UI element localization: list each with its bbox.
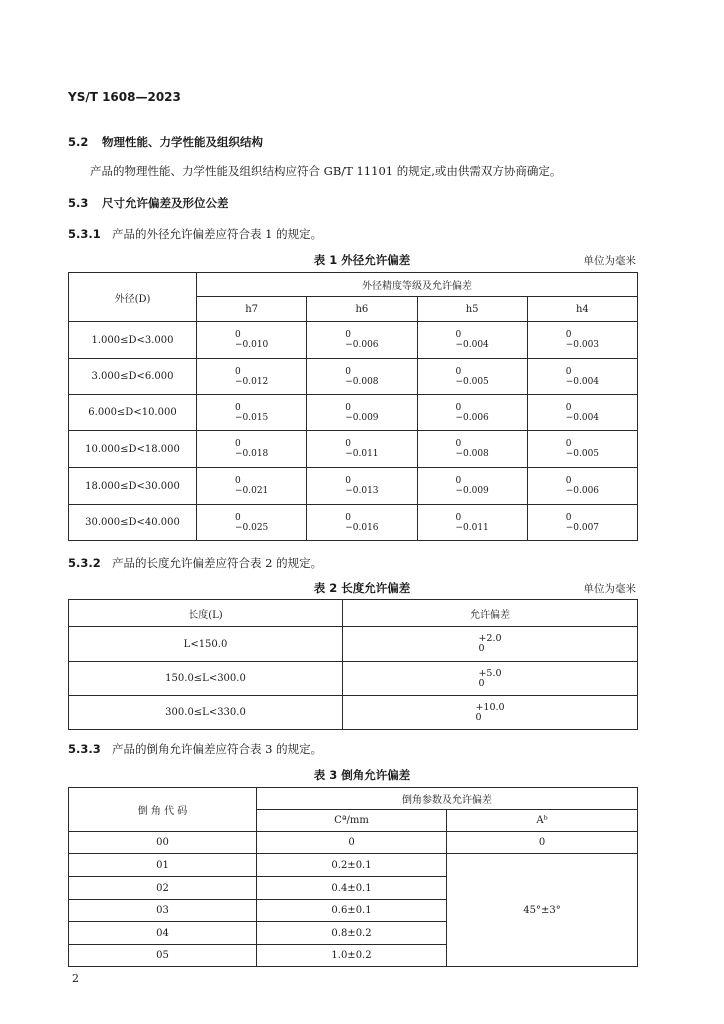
tol-cell: 0 −0.011 bbox=[307, 431, 417, 468]
table3-sub-a: Aᵇ bbox=[447, 810, 638, 832]
tol-cell: 0 −0.004 bbox=[527, 359, 637, 395]
tol-cell: 0 −0.009 bbox=[307, 395, 417, 431]
tol-cell: +5.0 0 bbox=[343, 662, 638, 696]
section-text: 产品的长度允许偏差应符合表 2 的规定。 bbox=[112, 556, 323, 570]
tol-cell: 0 −0.011 bbox=[417, 505, 527, 541]
code-cell: 01 bbox=[69, 854, 257, 877]
section-text: 产品的外径允许偏差应符合表 1 的规定。 bbox=[112, 227, 323, 241]
section-5-3-heading bbox=[68, 195, 229, 211]
code-cell: 02 bbox=[69, 877, 257, 900]
table-row bbox=[69, 468, 638, 505]
range-cell: 300.0≤L<330.0 bbox=[69, 696, 343, 730]
c-cell: 0.4±0.1 bbox=[257, 877, 447, 900]
standard-number: YS/T 1608—2023 bbox=[68, 90, 181, 104]
a-merged-cell: 45°±3° bbox=[447, 854, 638, 967]
tol-cell: 0 −0.025 bbox=[197, 505, 307, 541]
range-cell: 3.000≤D<6.000 bbox=[69, 359, 197, 395]
table3-col-header: 倒 角 代 码 bbox=[69, 788, 257, 832]
tol-cell: +10.0 0 bbox=[343, 696, 638, 730]
tol-cell: 0 −0.005 bbox=[417, 359, 527, 395]
tol-cell: 0 −0.018 bbox=[197, 431, 307, 468]
tol-cell: 0 −0.003 bbox=[527, 322, 637, 359]
section-5-3-1 bbox=[68, 226, 322, 242]
page-number: 2 bbox=[72, 972, 79, 985]
table-row bbox=[69, 505, 638, 541]
tol-cell: 0 −0.005 bbox=[527, 431, 637, 468]
c-cell: 1.0±0.2 bbox=[257, 945, 447, 967]
tol-cell: 0 −0.004 bbox=[527, 395, 637, 431]
range-cell: L<150.0 bbox=[69, 627, 343, 662]
section-number: 5.2 bbox=[68, 135, 89, 149]
range-cell: 10.000≤D<18.000 bbox=[69, 431, 197, 468]
tol-cell: 0 −0.008 bbox=[417, 431, 527, 468]
range-cell: 1.000≤D<3.000 bbox=[69, 322, 197, 359]
c-cell: 0.8±0.2 bbox=[257, 922, 447, 945]
section-number: 5.3.3 bbox=[68, 742, 101, 756]
tol-cell: +2.0 0 bbox=[343, 627, 638, 662]
table1-caption: 表 1 外径允许偏差 bbox=[313, 253, 411, 267]
code-cell: 04 bbox=[69, 922, 257, 945]
section-title: 尺寸允许偏差及形位公差 bbox=[102, 196, 229, 210]
section-5-2-heading bbox=[68, 134, 263, 150]
table-row bbox=[69, 662, 638, 696]
code-cell: 05 bbox=[69, 945, 257, 967]
grade-h4: h4 bbox=[527, 297, 637, 322]
tol-cell: 0 −0.015 bbox=[197, 395, 307, 431]
section-5-3-3 bbox=[68, 741, 322, 757]
range-cell: 150.0≤L<300.0 bbox=[69, 662, 343, 696]
table3-sub-c: Cª/mm bbox=[257, 810, 447, 832]
table-row bbox=[69, 395, 638, 431]
grade-h7: h7 bbox=[197, 297, 307, 322]
table1-unit: 单位为毫米 bbox=[583, 255, 636, 267]
table2-unit: 单位为毫米 bbox=[583, 583, 636, 595]
section-number: 5.3.2 bbox=[68, 556, 101, 570]
table1-outer-diameter-tolerance bbox=[68, 272, 638, 541]
tol-cell: 0 −0.006 bbox=[417, 395, 527, 431]
tol-cell: 0 −0.009 bbox=[417, 468, 527, 505]
code-cell: 00 bbox=[69, 832, 257, 854]
c-cell: 0.6±0.1 bbox=[257, 900, 447, 922]
table1-group-header: 外径精度等级及允许偏差 bbox=[197, 273, 638, 297]
table3-caption: 表 3 倒角允许偏差 bbox=[313, 768, 411, 782]
tol-cell: 0 −0.008 bbox=[307, 359, 417, 395]
section-number: 5.3 bbox=[68, 196, 89, 210]
table3-chamfer-tolerance bbox=[68, 787, 638, 967]
table2-col-header-tolerance: 允许偏差 bbox=[343, 600, 638, 627]
table-row bbox=[69, 696, 638, 730]
section-number: 5.3.1 bbox=[68, 227, 101, 241]
table-row bbox=[69, 832, 638, 854]
table2-col-header-length: 长度(L) bbox=[69, 600, 343, 627]
table-row bbox=[69, 431, 638, 468]
tol-cell: 0 −0.006 bbox=[307, 322, 417, 359]
table-row bbox=[69, 359, 638, 395]
c-cell: 0.2±0.1 bbox=[257, 854, 447, 877]
table2-caption: 表 2 长度允许偏差 bbox=[313, 581, 411, 595]
table-row bbox=[69, 627, 638, 662]
section-5-3-2 bbox=[68, 555, 322, 571]
section-title: 物理性能、力学性能及组织结构 bbox=[102, 135, 263, 149]
tol-cell: 0 −0.012 bbox=[197, 359, 307, 395]
range-cell: 6.000≤D<10.000 bbox=[69, 395, 197, 431]
range-cell: 30.000≤D<40.000 bbox=[69, 505, 197, 541]
code-cell: 03 bbox=[69, 900, 257, 922]
table2-length-tolerance bbox=[68, 599, 638, 730]
a-cell: 0 bbox=[447, 832, 638, 854]
section-text: 产品的倒角允许偏差应符合表 3 的规定。 bbox=[112, 742, 323, 756]
tol-cell: 0 −0.010 bbox=[197, 322, 307, 359]
tol-cell: 0 −0.013 bbox=[307, 468, 417, 505]
grade-h6: h6 bbox=[307, 297, 417, 322]
c-cell: 0 bbox=[257, 832, 447, 854]
tol-cell: 0 −0.021 bbox=[197, 468, 307, 505]
table-row bbox=[69, 322, 638, 359]
grade-h5: h5 bbox=[417, 297, 527, 322]
tol-cell: 0 −0.016 bbox=[307, 505, 417, 541]
table-row bbox=[69, 854, 638, 877]
tol-cell: 0 −0.007 bbox=[527, 505, 637, 541]
table1-col-header: 外径(D) bbox=[69, 273, 197, 322]
range-cell: 18.000≤D<30.000 bbox=[69, 468, 197, 505]
tol-cell: 0 −0.006 bbox=[527, 468, 637, 505]
tol-cell: 0 −0.004 bbox=[417, 322, 527, 359]
section-5-2-text: 产品的物理性能、力学性能及组织结构应符合 GB/T 11101 的规定,或由供需双方协商确定。 bbox=[90, 164, 562, 178]
table3-group-header: 倒角参数及允许偏差 bbox=[257, 788, 638, 810]
